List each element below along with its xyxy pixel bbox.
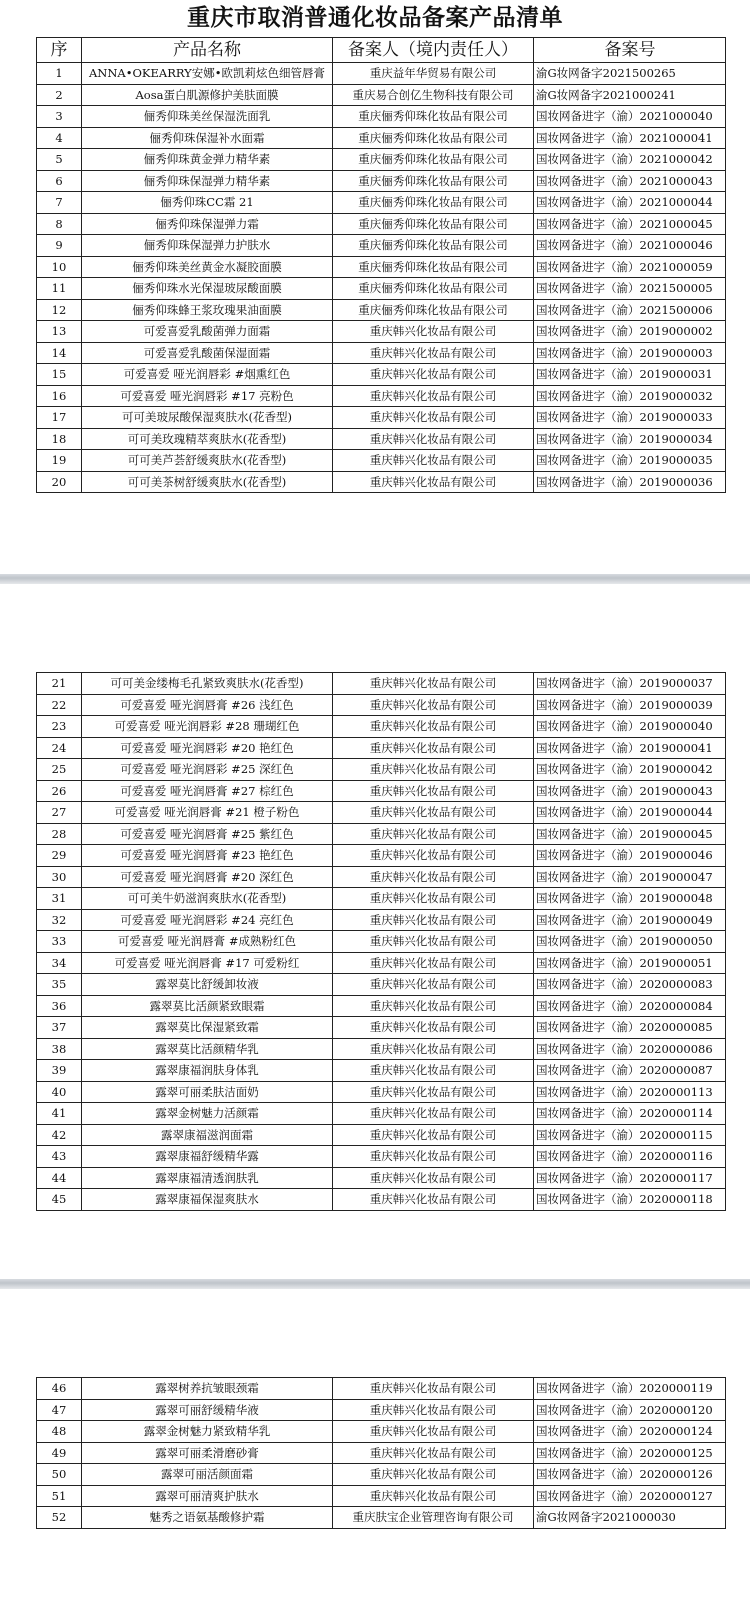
registration-number: 国妆网备进字（渝）2019000033 (534, 407, 726, 429)
product-name: 可爱喜爱乳酸菌保湿面霜 (82, 342, 333, 364)
registration-number: 国妆网备进字（渝）2019000034 (534, 428, 726, 450)
table-row (37, 974, 726, 996)
product-name: 可爱喜爱 哑光润唇膏 #23 艳红色 (82, 845, 333, 867)
header-registration-no: 备案号 (534, 38, 726, 63)
registration-number: 国妆网备进字（渝）2020000119 (534, 1378, 726, 1400)
table-row (37, 471, 726, 493)
registrant: 重庆韩兴化妆品有限公司 (333, 321, 534, 343)
product-name: 可可美牛奶滋润爽肤水(花香型) (82, 888, 333, 910)
table-row (37, 1507, 726, 1529)
table-row (37, 952, 726, 974)
registrant: 重庆韩兴化妆品有限公司 (333, 1060, 534, 1082)
registration-number: 国妆网备进字（渝）2020000114 (534, 1103, 726, 1125)
product-name: 俪秀仰珠蜂王浆玫瑰果油面膜 (82, 299, 333, 321)
row-number: 11 (37, 278, 82, 300)
registration-number: 国妆网备进字（渝）2019000043 (534, 780, 726, 802)
table-row (37, 385, 726, 407)
row-number: 28 (37, 823, 82, 845)
registrant: 重庆韩兴化妆品有限公司 (333, 716, 534, 738)
registrant: 重庆韩兴化妆品有限公司 (333, 450, 534, 472)
table-row (37, 1167, 726, 1189)
registrant: 重庆韩兴化妆品有限公司 (333, 1378, 534, 1400)
registrant: 重庆韩兴化妆品有限公司 (333, 909, 534, 931)
table-row (37, 1146, 726, 1168)
registration-number: 国妆网备进字（渝）2021000041 (534, 127, 726, 149)
registration-number: 国妆网备进字（渝）2020000084 (534, 995, 726, 1017)
row-number: 18 (37, 428, 82, 450)
product-name: 露翠康福滋润面霜 (82, 1124, 333, 1146)
row-number: 37 (37, 1017, 82, 1039)
row-number: 40 (37, 1081, 82, 1103)
registration-number: 国妆网备进字（渝）2020000116 (534, 1146, 726, 1168)
registrant: 重庆俪秀仰珠化妆品有限公司 (333, 278, 534, 300)
registrant: 重庆韩兴化妆品有限公司 (333, 1038, 534, 1060)
table-row (37, 1124, 726, 1146)
table-header-row (37, 38, 726, 63)
table-row (37, 1038, 726, 1060)
registration-number: 国妆网备进字（渝）2021000045 (534, 213, 726, 235)
product-name: 可可美芦荟舒缓爽肤水(花香型) (82, 450, 333, 472)
row-number: 20 (37, 471, 82, 493)
product-name: 可爱喜爱 哑光润唇彩 #25 深红色 (82, 759, 333, 781)
row-number: 51 (37, 1485, 82, 1507)
product-name: 露翠康福保湿爽肤水 (82, 1189, 333, 1211)
registrant: 重庆韩兴化妆品有限公司 (333, 428, 534, 450)
registration-number: 国妆网备进字（渝）2019000050 (534, 931, 726, 953)
table-row (37, 909, 726, 931)
header-no: 序 (37, 38, 82, 63)
registrant: 重庆韩兴化妆品有限公司 (333, 1146, 534, 1168)
registrant: 重庆韩兴化妆品有限公司 (333, 1421, 534, 1443)
product-name: 露翠莫比活颜精华乳 (82, 1038, 333, 1060)
registrant: 重庆韩兴化妆品有限公司 (333, 1167, 534, 1189)
registration-number: 国妆网备进字（渝）2019000049 (534, 909, 726, 931)
row-number: 33 (37, 931, 82, 953)
registration-number: 渝G妆网备字2021000241 (534, 84, 726, 106)
table-row (37, 1378, 726, 1400)
table-row (37, 1081, 726, 1103)
table-row (37, 235, 726, 257)
registrant: 重庆韩兴化妆品有限公司 (333, 364, 534, 386)
table-row (37, 428, 726, 450)
row-number: 47 (37, 1399, 82, 1421)
row-number: 45 (37, 1189, 82, 1211)
product-name: 可可美玻尿酸保湿爽肤水(花香型) (82, 407, 333, 429)
table-row (37, 321, 726, 343)
product-name: 俪秀仰珠水光保湿玻尿酸面膜 (82, 278, 333, 300)
registration-number: 国妆网备进字（渝）2020000120 (534, 1399, 726, 1421)
table-row (37, 1060, 726, 1082)
table-row (37, 802, 726, 824)
table-row (37, 299, 726, 321)
registration-number: 国妆网备进字（渝）2020000086 (534, 1038, 726, 1060)
row-number: 48 (37, 1421, 82, 1443)
registration-number: 国妆网备进字（渝）2019000003 (534, 342, 726, 364)
table-row (37, 716, 726, 738)
registrant: 重庆俪秀仰珠化妆品有限公司 (333, 299, 534, 321)
registrant: 重庆肤宝企业管理咨询有限公司 (333, 1507, 534, 1529)
product-name: 可可美金缕梅毛孔紧致爽肤水(花香型) (82, 673, 333, 695)
row-number: 15 (37, 364, 82, 386)
registrant: 重庆韩兴化妆品有限公司 (333, 845, 534, 867)
registrant: 重庆韩兴化妆品有限公司 (333, 1442, 534, 1464)
page-separator (0, 1279, 750, 1289)
row-number: 44 (37, 1167, 82, 1189)
row-number: 9 (37, 235, 82, 257)
registration-number: 国妆网备进字（渝）2019000047 (534, 866, 726, 888)
row-number: 21 (37, 673, 82, 695)
row-number: 43 (37, 1146, 82, 1168)
row-number: 30 (37, 866, 82, 888)
table-row (37, 1464, 726, 1486)
registrant: 重庆韩兴化妆品有限公司 (333, 1017, 534, 1039)
product-name: 露翠可丽柔肤洁面奶 (82, 1081, 333, 1103)
table-row (37, 673, 726, 695)
row-number: 8 (37, 213, 82, 235)
registration-number: 国妆网备进字（渝）2019000048 (534, 888, 726, 910)
registrant: 重庆俪秀仰珠化妆品有限公司 (333, 213, 534, 235)
product-name: 俪秀仰珠保湿弹力护肤水 (82, 235, 333, 257)
registration-number: 国妆网备进字（渝）2019000037 (534, 673, 726, 695)
page-separator (0, 574, 750, 584)
registration-number: 国妆网备进字（渝）2019000036 (534, 471, 726, 493)
table-row (37, 780, 726, 802)
row-number: 24 (37, 737, 82, 759)
row-number: 25 (37, 759, 82, 781)
row-number: 22 (37, 694, 82, 716)
product-name: 可可美玫瑰精萃爽肤水(花香型) (82, 428, 333, 450)
registrant: 重庆韩兴化妆品有限公司 (333, 866, 534, 888)
registrant: 重庆韩兴化妆品有限公司 (333, 1103, 534, 1125)
table-row (37, 1442, 726, 1464)
product-name: 露翠可丽舒缓精华液 (82, 1399, 333, 1421)
row-number: 13 (37, 321, 82, 343)
product-name: Aosa蛋白肌源修护美肤面膜 (82, 84, 333, 106)
product-name: 露翠树养抗皱眼颈霜 (82, 1378, 333, 1400)
product-name: 可爱喜爱乳酸菌弹力面霜 (82, 321, 333, 343)
row-number: 39 (37, 1060, 82, 1082)
product-name: 俪秀仰珠黄金弹力精华素 (82, 149, 333, 171)
product-table-part-2 (36, 672, 726, 1211)
table-row (37, 1189, 726, 1211)
product-name: 可爱喜爱 哑光润唇膏 #17 可爱粉红 (82, 952, 333, 974)
registrant: 重庆韩兴化妆品有限公司 (333, 823, 534, 845)
row-number: 5 (37, 149, 82, 171)
product-name: 可爱喜爱 哑光润唇彩 #24 亮红色 (82, 909, 333, 931)
registration-number: 国妆网备进字（渝）2019000035 (534, 450, 726, 472)
registration-number: 渝G妆网备字2021000030 (534, 1507, 726, 1529)
table-row (37, 1485, 726, 1507)
product-name: 俪秀仰珠保湿弹力精华素 (82, 170, 333, 192)
registrant: 重庆韩兴化妆品有限公司 (333, 759, 534, 781)
product-name: 魅秀之语氨基酸修护霜 (82, 1507, 333, 1529)
table-row (37, 737, 726, 759)
row-number: 27 (37, 802, 82, 824)
registration-number: 国妆网备进字（渝）2021500006 (534, 299, 726, 321)
row-number: 34 (37, 952, 82, 974)
registration-number: 国妆网备进字（渝）2019000044 (534, 802, 726, 824)
registration-number: 国妆网备进字（渝）2019000041 (534, 737, 726, 759)
table-row (37, 170, 726, 192)
row-number: 41 (37, 1103, 82, 1125)
row-number: 7 (37, 192, 82, 214)
registrant: 重庆韩兴化妆品有限公司 (333, 407, 534, 429)
product-name: 露翠金树魅力活颜霜 (82, 1103, 333, 1125)
product-name: 可爱喜爱 哑光润唇彩 #20 艳红色 (82, 737, 333, 759)
product-name: 露翠康福清透润肤乳 (82, 1167, 333, 1189)
registrant: 重庆俪秀仰珠化妆品有限公司 (333, 106, 534, 128)
product-name: 露翠康福润肤身体乳 (82, 1060, 333, 1082)
registrant: 重庆韩兴化妆品有限公司 (333, 995, 534, 1017)
registrant: 重庆韩兴化妆品有限公司 (333, 931, 534, 953)
registration-number: 国妆网备进字（渝）2020000126 (534, 1464, 726, 1486)
table-row (37, 84, 726, 106)
registrant: 重庆韩兴化妆品有限公司 (333, 888, 534, 910)
product-name: 露翠莫比舒缓卸妆液 (82, 974, 333, 996)
header-registrant: 备案人（境内责任人） (333, 38, 534, 63)
registration-number: 国妆网备进字（渝）2019000039 (534, 694, 726, 716)
table-row (37, 694, 726, 716)
product-name: 俪秀仰珠美丝黄金水凝胶面膜 (82, 256, 333, 278)
product-name: 露翠莫比保湿紧致霜 (82, 1017, 333, 1039)
registrant: 重庆韩兴化妆品有限公司 (333, 974, 534, 996)
registrant: 重庆韩兴化妆品有限公司 (333, 385, 534, 407)
row-number: 16 (37, 385, 82, 407)
registration-number: 国妆网备进字（渝）2020000125 (534, 1442, 726, 1464)
row-number: 31 (37, 888, 82, 910)
table-row (37, 1421, 726, 1443)
row-number: 23 (37, 716, 82, 738)
product-name: 可爱喜爱 哑光润唇膏 #21 橙子粉色 (82, 802, 333, 824)
registrant: 重庆韩兴化妆品有限公司 (333, 780, 534, 802)
registrant: 重庆俪秀仰珠化妆品有限公司 (333, 256, 534, 278)
registrant: 重庆韩兴化妆品有限公司 (333, 952, 534, 974)
registrant: 重庆韩兴化妆品有限公司 (333, 1464, 534, 1486)
row-number: 1 (37, 63, 82, 85)
table-row (37, 213, 726, 235)
document-title: 重庆市取消普通化妆品备案产品清单 (187, 5, 563, 31)
registrant: 重庆俪秀仰珠化妆品有限公司 (333, 149, 534, 171)
registration-number: 国妆网备进字（渝）2021000046 (534, 235, 726, 257)
product-name: 露翠可丽清爽护肤水 (82, 1485, 333, 1507)
registration-number: 国妆网备进字（渝）2021000042 (534, 149, 726, 171)
registration-number: 国妆网备进字（渝）2019000032 (534, 385, 726, 407)
table-row (37, 407, 726, 429)
registrant: 重庆韩兴化妆品有限公司 (333, 1081, 534, 1103)
table-row (37, 192, 726, 214)
table-row (37, 1017, 726, 1039)
registrant: 重庆俪秀仰珠化妆品有限公司 (333, 192, 534, 214)
registration-number: 国妆网备进字（渝）2021000040 (534, 106, 726, 128)
row-number: 35 (37, 974, 82, 996)
table-row (37, 823, 726, 845)
registrant: 重庆俪秀仰珠化妆品有限公司 (333, 127, 534, 149)
product-name: 可爱喜爱 哑光润唇彩 #28 珊瑚红色 (82, 716, 333, 738)
registration-number: 国妆网备进字（渝）2019000002 (534, 321, 726, 343)
registrant: 重庆韩兴化妆品有限公司 (333, 673, 534, 695)
registration-number: 国妆网备进字（渝）2020000127 (534, 1485, 726, 1507)
registration-number: 国妆网备进字（渝）2020000124 (534, 1421, 726, 1443)
registration-number: 国妆网备进字（渝）2019000051 (534, 952, 726, 974)
table-row (37, 1399, 726, 1421)
product-name: 可爱喜爱 哑光润唇彩 #烟熏红色 (82, 364, 333, 386)
registrant: 重庆韩兴化妆品有限公司 (333, 1189, 534, 1211)
table-row (37, 450, 726, 472)
registrant: 重庆韩兴化妆品有限公司 (333, 471, 534, 493)
product-name: 可可美茶树舒缓爽肤水(花香型) (82, 471, 333, 493)
row-number: 29 (37, 845, 82, 867)
registration-number: 国妆网备进字（渝）2019000040 (534, 716, 726, 738)
row-number: 50 (37, 1464, 82, 1486)
registrant: 重庆韩兴化妆品有限公司 (333, 342, 534, 364)
row-number: 52 (37, 1507, 82, 1529)
registration-number: 国妆网备进字（渝）2019000042 (534, 759, 726, 781)
product-name: 可爱喜爱 哑光润唇彩 #17 亮粉色 (82, 385, 333, 407)
registrant: 重庆韩兴化妆品有限公司 (333, 737, 534, 759)
product-name: 俪秀仰珠CC霜 21 (82, 192, 333, 214)
registrant: 重庆韩兴化妆品有限公司 (333, 1485, 534, 1507)
registrant: 重庆韩兴化妆品有限公司 (333, 802, 534, 824)
product-name: 可爱喜爱 哑光润唇膏 #成熟粉红色 (82, 931, 333, 953)
registration-number: 国妆网备进字（渝）2020000118 (534, 1189, 726, 1211)
product-table-part-3 (36, 1377, 726, 1529)
registration-number: 国妆网备进字（渝）2021000043 (534, 170, 726, 192)
registration-number: 国妆网备进字（渝）2019000045 (534, 823, 726, 845)
registration-number: 国妆网备进字（渝）2020000085 (534, 1017, 726, 1039)
row-number: 36 (37, 995, 82, 1017)
table-row (37, 759, 726, 781)
table-row (37, 845, 726, 867)
registration-number: 国妆网备进字（渝）2020000087 (534, 1060, 726, 1082)
row-number: 42 (37, 1124, 82, 1146)
registration-number: 国妆网备进字（渝）2019000031 (534, 364, 726, 386)
product-name: 露翠莫比活颜紧致眼霜 (82, 995, 333, 1017)
product-table-part-1 (36, 37, 726, 493)
table-row (37, 149, 726, 171)
row-number: 10 (37, 256, 82, 278)
row-number: 19 (37, 450, 82, 472)
product-name: 可爱喜爱 哑光润唇膏 #25 紫红色 (82, 823, 333, 845)
registrant: 重庆俪秀仰珠化妆品有限公司 (333, 235, 534, 257)
product-name: 俪秀仰珠美丝保湿洗面乳 (82, 106, 333, 128)
product-name: 露翠可丽柔滑磨砂膏 (82, 1442, 333, 1464)
row-number: 46 (37, 1378, 82, 1400)
product-name: 可爱喜爱 哑光润唇膏 #20 深红色 (82, 866, 333, 888)
registration-number: 国妆网备进字（渝）2020000083 (534, 974, 726, 996)
table-row (37, 888, 726, 910)
row-number: 49 (37, 1442, 82, 1464)
row-number: 2 (37, 84, 82, 106)
registrant: 重庆韩兴化妆品有限公司 (333, 694, 534, 716)
table-row (37, 256, 726, 278)
product-name: 俪秀仰珠保湿弹力霜 (82, 213, 333, 235)
registration-number: 国妆网备进字（渝）2021000044 (534, 192, 726, 214)
row-number: 17 (37, 407, 82, 429)
row-number: 12 (37, 299, 82, 321)
registration-number: 国妆网备进字（渝）2019000046 (534, 845, 726, 867)
row-number: 14 (37, 342, 82, 364)
table-row (37, 127, 726, 149)
row-number: 4 (37, 127, 82, 149)
table-row (37, 364, 726, 386)
registrant: 重庆韩兴化妆品有限公司 (333, 1399, 534, 1421)
row-number: 26 (37, 780, 82, 802)
registration-number: 国妆网备进字（渝）2021500005 (534, 278, 726, 300)
table-row (37, 1103, 726, 1125)
product-name: ANNA•OKEARRY安娜•欧凯莉炫色细管唇膏 (82, 63, 333, 85)
registration-number: 国妆网备进字（渝）2020000113 (534, 1081, 726, 1103)
row-number: 6 (37, 170, 82, 192)
registrant: 重庆易合创亿生物科技有限公司 (333, 84, 534, 106)
table-row (37, 342, 726, 364)
row-number: 38 (37, 1038, 82, 1060)
table-row (37, 278, 726, 300)
product-name: 可爱喜爱 哑光润唇膏 #26 浅红色 (82, 694, 333, 716)
product-name: 俪秀仰珠保湿补水面霜 (82, 127, 333, 149)
product-name: 露翠可丽活颜面霜 (82, 1464, 333, 1486)
registrant: 重庆益年华贸易有限公司 (333, 63, 534, 85)
product-name: 可爱喜爱 哑光润唇膏 #27 棕红色 (82, 780, 333, 802)
row-number: 3 (37, 106, 82, 128)
registration-number: 渝G妆网备字2021500265 (534, 63, 726, 85)
table-row (37, 106, 726, 128)
product-name: 露翠康福舒缓精华露 (82, 1146, 333, 1168)
header-product-name: 产品名称 (82, 38, 333, 63)
registration-number: 国妆网备进字（渝）2021000059 (534, 256, 726, 278)
product-name: 露翠金树魅力紧致精华乳 (82, 1421, 333, 1443)
table-row (37, 63, 726, 85)
registrant: 重庆韩兴化妆品有限公司 (333, 1124, 534, 1146)
row-number: 32 (37, 909, 82, 931)
table-row (37, 931, 726, 953)
table-row (37, 866, 726, 888)
table-row (37, 995, 726, 1017)
registrant: 重庆俪秀仰珠化妆品有限公司 (333, 170, 534, 192)
registration-number: 国妆网备进字（渝）2020000117 (534, 1167, 726, 1189)
registration-number: 国妆网备进字（渝）2020000115 (534, 1124, 726, 1146)
